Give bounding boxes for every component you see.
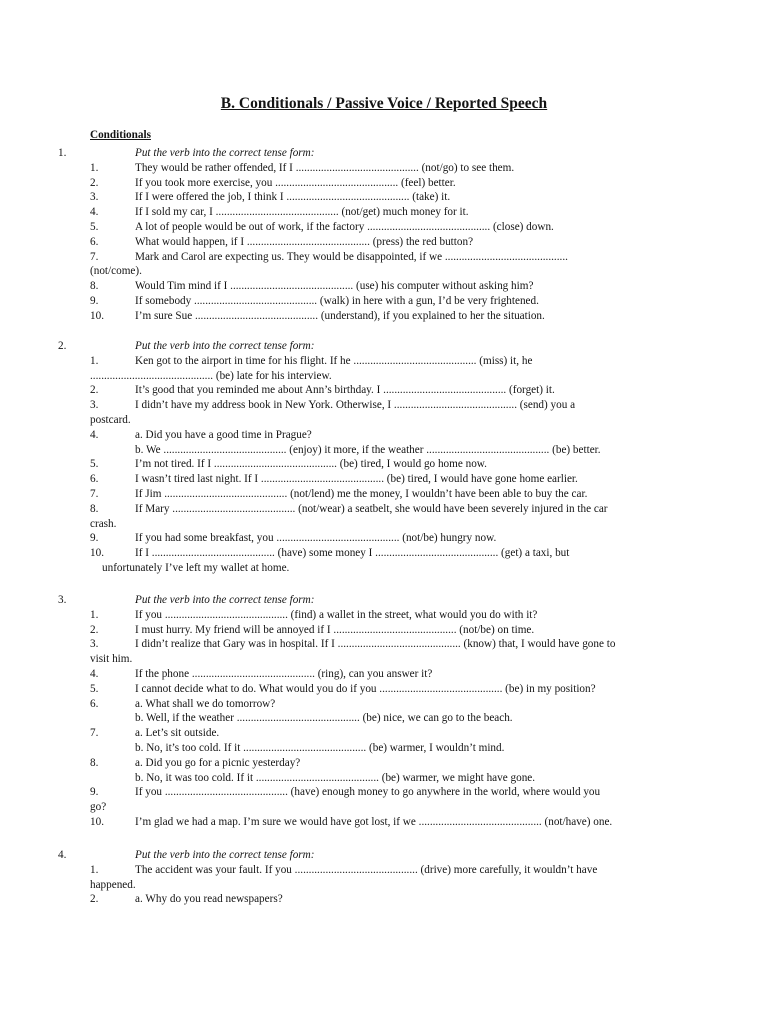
item-text: If you took more exercise, you ............................................ (feel) better. xyxy=(135,176,456,189)
item-number: 10. xyxy=(90,309,104,322)
item-number: 10. xyxy=(90,816,104,828)
section-heading: Conditionals xyxy=(90,129,151,141)
item-text: If Jim ............................................ (not/lend) me the money, I wouldn’t have been able to buy the car. xyxy=(135,488,588,500)
exercise-line xyxy=(0,294,768,309)
item-text: The accident was your fault. If you ............................................ (drive) more carefully, it wouldn’t have xyxy=(135,863,598,876)
item-number: 8. xyxy=(90,280,99,293)
item-text: b. No, it was too cold. If it ............................................ (be) warmer, we might have gone. xyxy=(135,771,536,784)
exercise-instruction: Put the verb into the correct tense form: xyxy=(135,849,315,861)
item-text: If you had some breakfast, you ............................................ (not/be) hungry now. xyxy=(135,532,497,545)
exercise-header xyxy=(0,339,768,354)
item-number: 4. xyxy=(90,668,99,680)
item-number: 4. xyxy=(90,206,99,219)
exercise-line xyxy=(0,502,768,517)
item-number: 1. xyxy=(90,608,99,621)
item-number: 3. xyxy=(90,399,99,412)
exercise-line xyxy=(0,815,768,830)
item-number: 5. xyxy=(90,458,99,471)
item-number: 8. xyxy=(90,756,99,769)
line-continuation: visit him. xyxy=(90,653,133,666)
exercise-line xyxy=(0,863,768,878)
item-text: b. No, it’s too cold. If it ............................................ (be) warmer, I wouldn’t mind. xyxy=(135,742,505,754)
item-text: I’m not tired. If I ............................................ (be) tired, I would go home now. xyxy=(135,458,487,471)
exercise-line xyxy=(0,472,768,487)
exercise-line xyxy=(0,546,768,561)
exercise-line xyxy=(0,756,768,771)
item-text: a. Did you have a good time in Prague? xyxy=(135,428,312,441)
item-number: 4. xyxy=(90,428,99,441)
line-continuation: happened. xyxy=(90,878,136,891)
item-text: b. We ............................................ (enjoy) it more, if the weather ............................................ (be) better. xyxy=(135,443,601,456)
exercise-line xyxy=(0,697,768,712)
exercise-line xyxy=(0,250,768,265)
exercise-line xyxy=(0,667,768,682)
line-continuation: go? xyxy=(90,801,107,814)
exercise-instruction: Put the verb into the correct tense form: xyxy=(135,594,315,606)
exercise-line xyxy=(0,726,768,741)
page-title: B. Conditionals / Passive Voice / Reported Speech xyxy=(220,95,548,112)
item-number: 10. xyxy=(90,547,104,560)
item-number: 2. xyxy=(90,384,99,397)
exercise-line xyxy=(0,354,768,369)
exercise-line xyxy=(0,161,768,176)
item-number: 1. xyxy=(90,161,99,174)
exercise-header xyxy=(0,593,768,608)
item-text: If I ............................................ (have) some money I ............................................ (get) a taxi, but xyxy=(135,547,570,560)
item-text: Mark and Carol are expecting us. They would be disappointed, if we ............................................ xyxy=(135,250,568,263)
item-number: 3. xyxy=(90,638,99,651)
exercise-line xyxy=(0,457,768,472)
item-text: If I sold my car, I ............................................ (not/get) much money for it. xyxy=(135,206,469,219)
exercise-instruction: Put the verb into the correct tense form: xyxy=(135,340,315,352)
line-continuation: (not/come). xyxy=(90,265,142,278)
item-number: 6. xyxy=(90,235,99,248)
item-text: a. Let’s sit outside. xyxy=(135,727,220,740)
item-number: 7. xyxy=(90,727,99,740)
item-number: 6. xyxy=(90,473,99,486)
item-number: 3. xyxy=(90,191,99,204)
line-continuation: crash. xyxy=(90,517,117,530)
item-text: Would Tim mind if I ............................................ (use) his computer without asking him? xyxy=(135,280,534,293)
exercise-number: 1. xyxy=(58,147,67,159)
item-text: If the phone ............................................ (ring), can you answer it? xyxy=(135,668,433,680)
exercise-line xyxy=(0,205,768,220)
exercise-number: 4. xyxy=(58,849,67,861)
item-number: 6. xyxy=(90,697,99,710)
item-text: a. What shall we do tomorrow? xyxy=(135,697,276,710)
line-continuation: ............................................ (be) late for his interview. xyxy=(90,369,332,382)
exercise-line xyxy=(0,892,768,907)
exercise-line xyxy=(0,190,768,205)
exercise-line xyxy=(0,176,768,191)
exercise-line xyxy=(0,264,768,279)
item-text: I didn’t realize that Gary was in hospital. If I ............................................ (know) that, I would have gone to xyxy=(135,638,616,651)
exercise-line xyxy=(0,771,768,786)
item-text: It’s good that you reminded me about Ann’s birthday. I ............................................ (forget) it. xyxy=(135,384,555,397)
exercise-line xyxy=(0,785,768,800)
exercise-line xyxy=(0,682,768,697)
exercise-number: 2. xyxy=(58,340,67,352)
item-text: I cannot decide what to do. What would you do if you ............................................ (be) in my position? xyxy=(135,682,596,695)
item-text: a. Did you go for a picnic yesterday? xyxy=(135,756,301,769)
item-text: I didn’t have my address book in New York. Otherwise, I ............................................ (send) you a xyxy=(135,399,576,412)
exercise-header xyxy=(0,146,768,161)
item-number: 2. xyxy=(90,623,99,636)
item-number: 9. xyxy=(90,295,99,307)
exercise-line xyxy=(0,741,768,756)
exercise-line xyxy=(0,878,768,893)
line-continuation: unfortunately I’ve left my wallet at home. xyxy=(102,562,290,574)
exercise-line xyxy=(0,369,768,384)
exercise-line xyxy=(0,608,768,623)
item-text: If I were offered the job, I think I ............................................ (take) it. xyxy=(135,191,451,204)
exercise-line xyxy=(0,531,768,546)
item-number: 5. xyxy=(90,221,99,233)
exercise-line xyxy=(0,623,768,638)
item-number: 2. xyxy=(90,176,99,189)
item-number: 8. xyxy=(90,502,99,515)
item-text: b. Well, if the weather ............................................ (be) nice, we can go to the beach. xyxy=(135,712,513,725)
item-text: If somebody ............................................ (walk) in here with a gun, I’d be very frightened. xyxy=(135,295,539,307)
item-text: Ken got to the airport in time for his flight. If he ............................................ (miss) it, he xyxy=(135,354,533,367)
exercise-line xyxy=(0,398,768,413)
exercise-line xyxy=(0,637,768,652)
item-number: 9. xyxy=(90,786,99,799)
item-text: A lot of people would be out of work, if the factory ............................................ (close) down. xyxy=(135,221,554,233)
exercise-line xyxy=(0,487,768,502)
exercise-line xyxy=(0,309,768,324)
exercise-line xyxy=(0,428,768,443)
item-text: a. Why do you read newspapers? xyxy=(135,893,283,906)
exercise-line xyxy=(0,652,768,667)
exercise-line xyxy=(0,413,768,428)
exercise-header xyxy=(0,848,768,863)
exercise-line xyxy=(0,279,768,294)
item-text: I wasn’t tired last night. If I ............................................ (be) tired, I would have gone home earlier. xyxy=(135,473,578,486)
item-text: If Mary ............................................ (not/wear) a seatbelt, she would have been severely injured in the car xyxy=(135,502,608,515)
item-number: 5. xyxy=(90,682,99,695)
exercise-line xyxy=(0,561,768,576)
exercise-line xyxy=(0,711,768,726)
exercise-line xyxy=(0,517,768,532)
item-number: 2. xyxy=(90,893,99,906)
item-text: They would be rather offended, If I ............................................ (not/go) to see them. xyxy=(135,161,515,174)
exercise-number: 3. xyxy=(58,594,67,606)
exercise-line xyxy=(0,383,768,398)
item-number: 1. xyxy=(90,863,99,876)
item-number: 7. xyxy=(90,250,99,263)
item-number: 1. xyxy=(90,354,99,367)
item-number: 7. xyxy=(90,488,99,500)
exercise-instruction: Put the verb into the correct tense form: xyxy=(135,147,315,159)
item-text: I must hurry. My friend will be annoyed if I ............................................ (not/be) on time. xyxy=(135,623,535,636)
item-text: I’m sure Sue ............................................ (understand), if you explained to her the situation. xyxy=(135,309,545,322)
exercise-line xyxy=(0,220,768,235)
exercise-line xyxy=(0,800,768,815)
item-text: If you ............................................ (find) a wallet in the street, what would you do with it? xyxy=(135,608,538,621)
item-number: 9. xyxy=(90,532,99,545)
item-text: If you ............................................ (have) enough money to go anywhere in the world, where would you xyxy=(135,786,601,799)
item-text: I’m glad we had a map. I’m sure we would have got lost, if we ............................................ (not/have) one. xyxy=(135,816,613,828)
exercise-line xyxy=(0,235,768,250)
item-text: What would happen, if I ............................................ (press) the red button? xyxy=(135,235,474,248)
exercise-line xyxy=(0,443,768,458)
line-continuation: postcard. xyxy=(90,414,131,426)
